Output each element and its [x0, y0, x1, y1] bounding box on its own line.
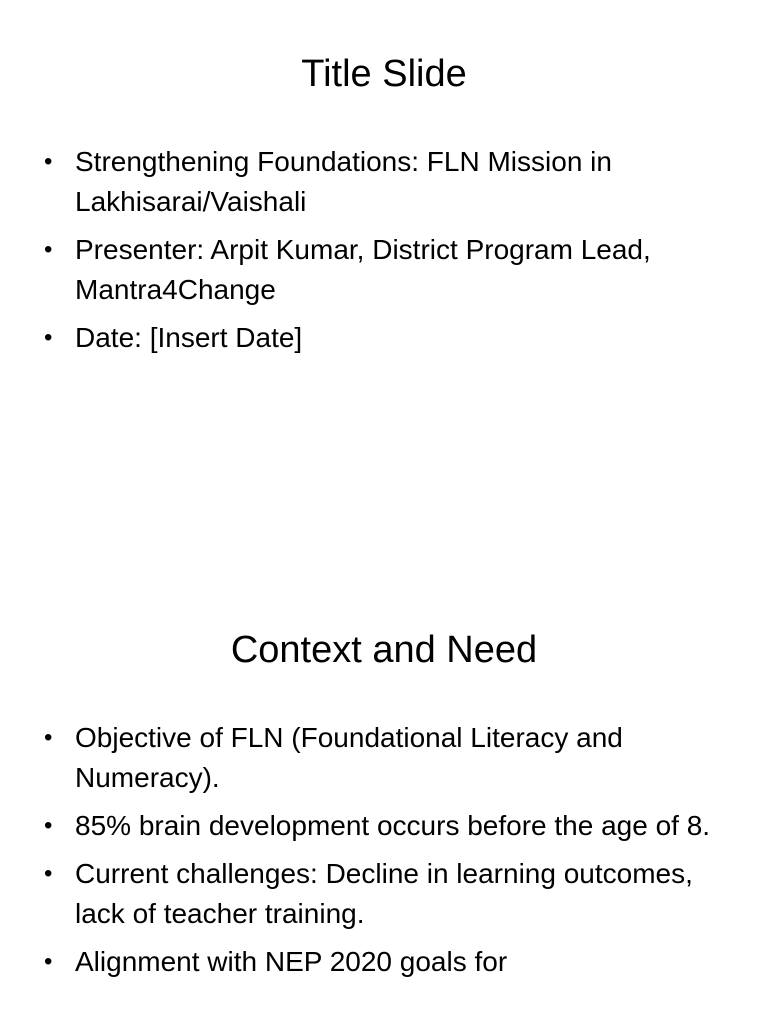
bullet-text: Date: [Insert Date]	[75, 322, 303, 353]
bullet-text: Strengthening Foundations: FLN Mission in Lakhisarai/Vaishali	[75, 146, 612, 217]
bullet-text: Presenter: Arpit Kumar, District Program Lead, Mantra4Change	[75, 234, 651, 305]
bullet-icon: •	[44, 860, 53, 887]
bullet-list	[44, 142, 734, 366]
slide-context-and-need	[0, 576, 768, 1024]
bullet-text: Alignment with NEP 2020 goals for	[75, 946, 508, 977]
bullet-item	[44, 718, 734, 798]
bullet-icon: •	[44, 148, 53, 175]
bullet-item	[44, 942, 734, 982]
bullet-text: Objective of FLN (Foundational Literacy and Numeracy).	[75, 722, 623, 793]
slide-title: Context and Need	[230, 629, 538, 671]
bullet-item	[44, 142, 734, 222]
bullet-text: 85% brain development occurs before the age of 8.	[75, 810, 711, 841]
bullet-text: Current challenges: Decline in learning outcomes, lack of teacher training.	[75, 858, 693, 929]
bullet-icon: •	[44, 324, 53, 351]
bullet-item	[44, 854, 734, 934]
bullet-item	[44, 230, 734, 310]
bullet-item	[44, 806, 734, 846]
bullet-icon: •	[44, 236, 53, 263]
slide-title: Title Slide	[301, 53, 467, 95]
bullet-list	[44, 718, 734, 990]
bullet-icon: •	[44, 948, 53, 975]
bullet-item	[44, 318, 734, 358]
bullet-icon: •	[44, 724, 53, 751]
bullet-icon: •	[44, 812, 53, 839]
